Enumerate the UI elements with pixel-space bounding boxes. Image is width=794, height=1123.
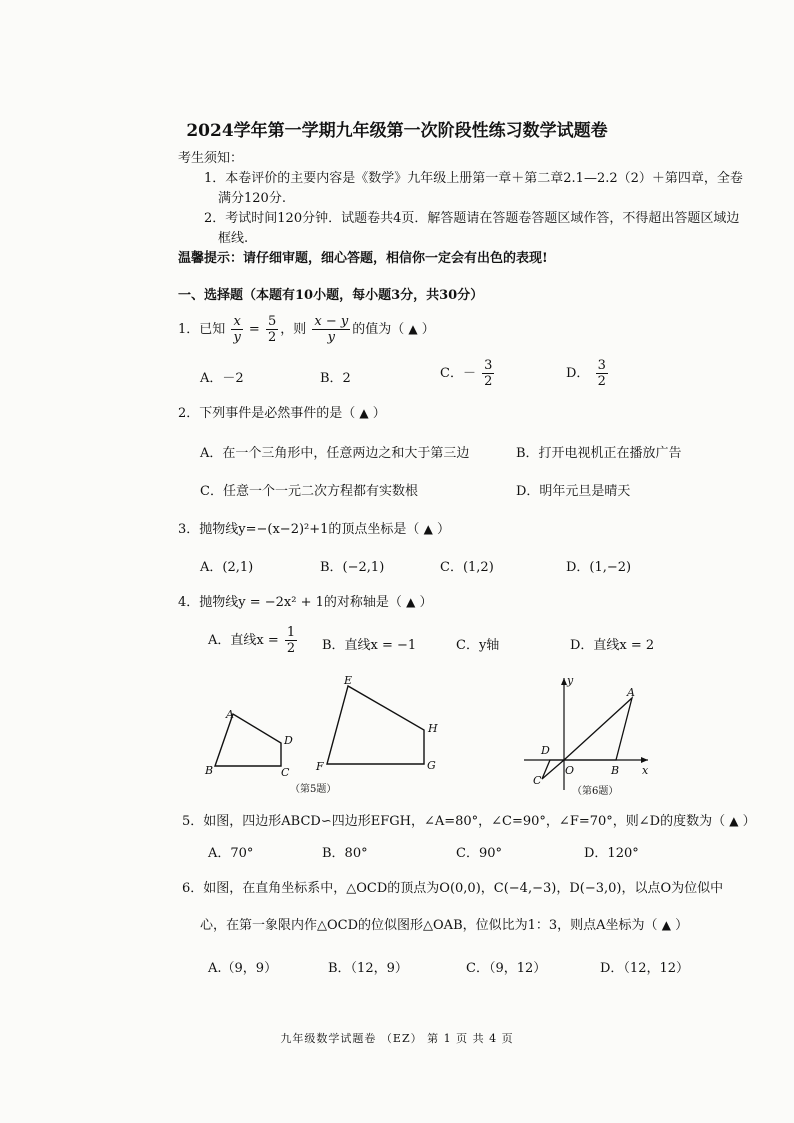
option-c: C．(1,2) [440, 560, 494, 575]
option-d: D．(1,−2) [566, 560, 632, 575]
option-b: B．直线x = −1 [322, 638, 417, 653]
option-a: A．在一个三角形中，任意两边之和大于第三边 [200, 446, 470, 461]
option-b: B．(−2,1) [320, 560, 385, 575]
page-title: 2024学年第一学期九年级第一次阶段性练习数学试题卷 [186, 121, 608, 141]
bracket-close: ） [421, 322, 435, 337]
question-text: 的值为（ [352, 322, 405, 337]
option-d: D．直线x = 2 [570, 638, 655, 653]
option-a: A．70° [208, 846, 254, 861]
tip [178, 247, 548, 266]
option-c: C．－ $\frac{3}{2}$ [440, 358, 493, 389]
question-5 [182, 810, 756, 829]
notice-item-2-cont: 框线. [218, 231, 249, 246]
option-b: B．打开电视机正在播放广告 [516, 446, 682, 461]
option-c: C．y轴 [456, 638, 500, 653]
option-b: B．2 [320, 371, 351, 386]
label-c: C [533, 774, 542, 787]
question-text: ，则 [280, 322, 307, 337]
option-d: D． $\frac{3}{2}$ [566, 358, 606, 389]
bracket-close: ） [372, 406, 386, 421]
label-b: B [205, 764, 214, 777]
bracket-close: ） [675, 918, 689, 933]
notice-heading: 考生须知： [178, 151, 244, 166]
option-d: D．120° [584, 846, 639, 861]
question-3 [178, 518, 450, 537]
fraction-5-over-2: $\frac{5}{2}$ [267, 314, 277, 345]
option-a: A．(2,1) [200, 560, 254, 575]
triangle-oab [564, 698, 632, 760]
question-text: 4．抛物线y = −2x² + 1的对称轴是（ [178, 595, 402, 610]
answer-mark: ▲ [661, 918, 671, 932]
question-text: 心，在第一象限内作△OCD的位似图形△OAB，位似比为1：3，则点A坐标为（ [200, 918, 658, 933]
label-a: A [627, 686, 635, 699]
bracket-close: ） [436, 522, 450, 537]
label-h: H [428, 722, 438, 735]
label-x: x [642, 764, 649, 777]
question-6: 6．如图，在直角坐标系中，△OCD的顶点为O(0,0)，C(−4,−3)，D(−3,0)，以点O为位似中 [182, 881, 724, 896]
option-a: A．直线x = $\frac{1}{2}$ [208, 625, 296, 656]
option-c: C．（9，12） [466, 961, 547, 976]
notice-item-1: 1．本卷评价的主要内容是《数学》九年级上册第一章＋第二章2.1—2.2（2）＋第四章，全卷 [204, 171, 743, 186]
label-o: O [565, 764, 575, 777]
fraction-x-over-y: $\frac{x}{y}$ [233, 314, 241, 345]
x-axis-arrow [641, 757, 648, 763]
notice-item-1-cont: 满分120分. [218, 191, 286, 206]
option-b: B．（12，9） [328, 961, 408, 976]
label-y: y [567, 674, 574, 687]
label-c: C [281, 766, 290, 779]
option-d: D．（12，12） [600, 961, 690, 976]
answer-mark: ▲ [359, 406, 369, 420]
quadrilateral-efgh [327, 686, 424, 764]
option-b: B．80° [322, 846, 368, 861]
answer-mark: ▲ [729, 814, 739, 828]
question-text: 3．抛物线y=−(x−2)²+1的顶点坐标是（ [178, 522, 420, 537]
label-b: B [611, 764, 620, 777]
answer-mark: ▲ [423, 522, 433, 536]
section-heading: 一、选择题（本题有10小题，每小题3分，共30分） [178, 288, 484, 303]
question-text: 2．下列事件是必然事件的是（ [178, 406, 356, 421]
label-d: D [284, 734, 293, 747]
tip-text: 请仔细审题，细心答题，相信你一定会有出色的表现! [243, 251, 548, 266]
label-d: D [541, 744, 550, 757]
label-f: F [316, 760, 324, 773]
question-6-cont [200, 914, 688, 933]
fraction-3-over-2: $\frac{3}{2}$ [597, 358, 606, 389]
question-1: 1．已知 $\frac{x}{y}$ = $\frac{5}{2}$ ，则 $\frac{x - y}{y}$ 的值为（ ▲ ） [178, 314, 435, 345]
page-footer: 九年级数学试题卷 （EZ） 第 1 页 共 4 页 [280, 1032, 514, 1045]
answer-mark: ▲ [406, 595, 416, 609]
fraction-1-over-2: $\frac{1}{2}$ [286, 625, 296, 656]
triangle-ocd [542, 760, 564, 779]
figure-5 [195, 668, 455, 798]
notice-item-2: 2．考试时间120分钟．试题卷共4页．解答题请在答题卷答题区域作答，不得超出答题区域边 [204, 211, 740, 226]
fraction-x-minus-y-over-y: $\frac{x - y}{y}$ [314, 314, 349, 345]
question-number: 1． [178, 322, 200, 337]
label-e: E [344, 674, 353, 687]
fraction-3-over-2: $\frac{3}{2}$ [484, 358, 493, 389]
question-4 [178, 591, 432, 610]
question-text: 5．如图，四边形ABCD∽四边形EFGH，∠A=80°，∠C=90°，∠F=70°，则∠D的度数为（ [182, 814, 726, 829]
quadrilateral-abcd [215, 714, 281, 766]
question-text: 已知 [199, 322, 226, 337]
figure-6 [520, 670, 660, 800]
option-d: D．明年元旦是晴天 [516, 484, 631, 499]
bracket-close: ） [742, 814, 756, 829]
figure-caption: （第6题） [572, 786, 619, 797]
question-2 [178, 402, 386, 421]
option-a: A．－2 [200, 371, 244, 386]
option-c: C．任意一个一元二次方程都有实数根 [200, 484, 418, 499]
figure-caption: （第5题） [290, 784, 337, 795]
option-c: C．90° [456, 846, 502, 861]
option-a: A.（9，9） [208, 961, 278, 976]
bracket-close: ） [419, 595, 433, 610]
label-a: A [226, 708, 234, 721]
answer-mark: ▲ [408, 322, 418, 336]
label-g: G [427, 759, 436, 772]
tip-label: 温馨提示： [178, 251, 244, 266]
